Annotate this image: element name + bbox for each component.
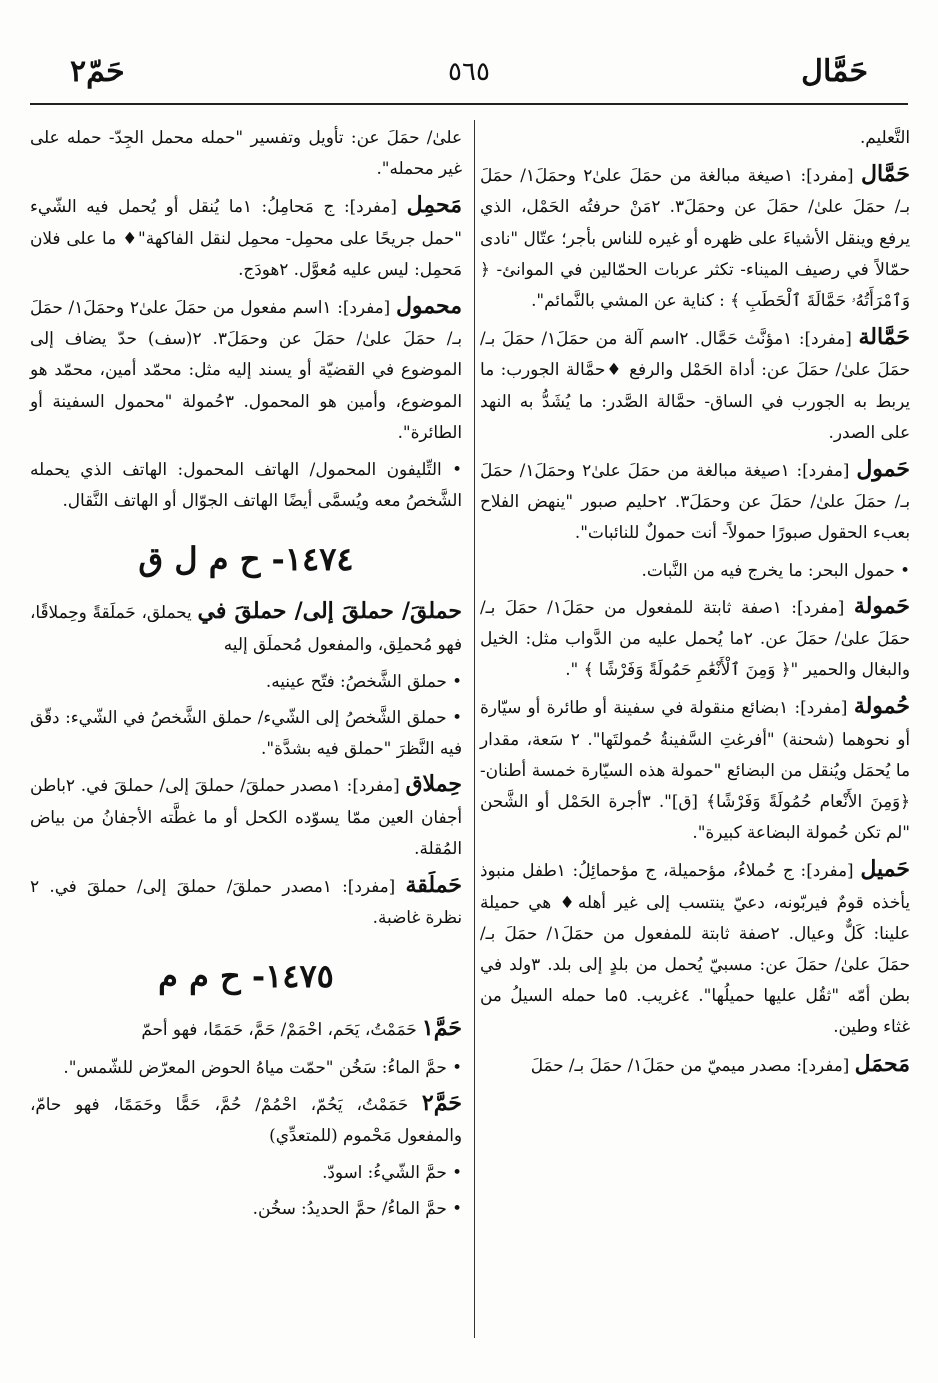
header-rule (30, 103, 908, 105)
entry-definition: ١مصدر حملقَ/ حملقَ إلى/ حملقَ في. ۲ نظرة غاضبة. (30, 876, 462, 928)
entry-definition: ١مصدر حملقَ/ حملقَ إلى/ حملقَ في. ۲باطن أجفان العين ممّا يسوّده الكحل أو ما غطَّته الأجفانُ من بياض المُقلة. (30, 775, 462, 858)
entry-part-of-speech: [مفرد]: (343, 196, 407, 217)
entry-headword: حَمَّال (860, 161, 910, 188)
entry-definition: ١اسم مفعول من حمَلَ علىٰ۲ وحمَلَ۱/ حمَلَ بـ/ حمَلَ علىٰ/ حمَلَ عن وحمَلَ۳. ۲(سف) حدّ يضاف إلى الموضوع في القضيّة أو يسند إليه مثل: محمّد أمين، محمّد هو الموضوع، وأمين هو المحمول. ۳حُمولة "محمول السفينة أو الطائرة". (30, 297, 463, 442)
entry-sub-sense: • حمَّ الشّيءُ: اسودّ. (322, 1162, 462, 1183)
entry-headword: مَحمِل (406, 192, 462, 219)
entry-headword: حَمَّ۲ (421, 1089, 462, 1116)
entry-definition: ج مَحامِلُ: ١ما يُنقل أو يُحمل فيه الشّيء "حمل جريحًا على محمِل- محمِل لنقل الفاكهة"♦ ما على فلان مَحمِل: ليس عليه مُعوَّل. ۲هودَج. (30, 196, 462, 279)
entry-part-of-speech: [مفرد]: (346, 775, 406, 796)
dictionary-entry (480, 322, 910, 448)
dictionary-entry (480, 1049, 910, 1081)
header-guide-word-left: حَمّ۲ (70, 54, 125, 89)
entry-part-of-speech: [مفرد]: (794, 697, 854, 718)
dictionary-entry (480, 454, 910, 549)
entry-definition: ١مؤنَّث حَمَّال. ۲اسم آلة من حمَلَ۱/ حمَلَ بـ/ حمَلَ علىٰ/ حمَلَ عن: أداة الحَمْل والرفع ♦حمَّالة الجورب: ما يربط به الجورب في الساق- حمَّالة الصَّدر: ما يُشَدُّ به النهد على الصدر. (480, 328, 910, 442)
page-number: ٥٦٥ (448, 57, 490, 87)
entry-definition: ١صيغة مبالغة من حمَلَ علىٰ۲ وحمَلَ۱/ حمَلَ بـ/ حمَلَ علىٰ/ حمَلَ عن وحمَلَ۳. ۲مَنْ حرفتُه الحَمْل، الذي يرفع وينقل الأشياءَ على ظهره أو غيره للناس بأجر؛ عتّال "نادى حمّالاً في رصيف الميناء- تكثر عربات الحمّالين في الموانئ- ﴿ وَٱمْرَأَتُهُۥ حَمَّالَةَ ٱلْحَطَبِ ﴾ : كناية عن المشي بالنَّمائم". (480, 165, 910, 311)
dictionary-entry (480, 591, 910, 686)
entry-part-of-speech: [مفرد]: (796, 1054, 855, 1075)
entry-part-of-speech: [مفرد]: (342, 876, 406, 897)
entry-headword: حُمولة (853, 693, 910, 720)
continued-text: التَّعليم. (859, 127, 910, 147)
entry-definition: ١صفة ثابتة للمفعول من حمَلَ۱/ حمَلَ بـ/ حمَلَ علىٰ/ حمَلَ عن. ۲ما يُحمل عليه من الدَّواب مثل: الخيل والبغال والحمير "﴿ وَمِنَ ٱلْأَنْعَٰمِ حَمُولَةً وَفَرْشًا ﴾ ". (480, 596, 910, 680)
dictionary-entry (30, 769, 462, 864)
entry-sub-sense: • حمول البحر: ما يخرج فيه من النَّبات. (641, 559, 910, 580)
entry-definition: ١صيغة مبالغة من حمَلَ علىٰ۲ وحمَلَ۱/ حمَلَ بـ/ حمَلَ علىٰ/ حمَلَ عن وحمَلَ۳. ۲حليم صبور "ينهض الفلاح بعبء الحقول صبورًا حمولاً- أنت حمولٌ للنائبات". (480, 460, 911, 543)
dictionary-entry (480, 854, 910, 1042)
dictionary-entry (30, 190, 462, 285)
entry-sub-sense: • حملق الشَّخصُ إلى الشّيء/ حملق الشَّخصُ في الشّيء: دقّق فيه النَّظرَ "حملق فيه بشدَّة". (30, 707, 462, 759)
entry-headword: حَمَّ۱ (421, 1015, 462, 1042)
continued-text: علىٰ/ حمَلَ عن: تأويل وتفسير "حمله محمل الجِدّ- حمله على غير محمله". (30, 127, 462, 179)
entry-definition: حَمَمْتُ، يَحُمّ، احْمُمْ/ حُمَّ، حَمًّا وحَمَمًا، فهو حامّ، والمفعول مَحْموم (للمتعدِّي) (30, 1093, 462, 1146)
entry-sub-sense: • حمَّ الماءُ: سَخُن "حمّت مياهُ الحوض المعرّض للشّمس". (63, 1056, 462, 1077)
entry-definition: يحملق، حَملَقةً وحِملاقًا، فهو مُحملِق، والمفعول مُحملَق إليه (30, 602, 462, 654)
dictionary-entry (30, 1088, 462, 1151)
entry-headword: مَحمَل (854, 1050, 910, 1077)
dictionary-entry (30, 870, 462, 933)
entry-headword: حَميل (860, 856, 910, 883)
column-divider (474, 120, 475, 1338)
entry-part-of-speech: [مفرد]: (800, 860, 861, 881)
dictionary-entry (30, 1013, 462, 1045)
entry-sub-sense: • التِّليفون المحمول/ الهاتف المحمول: الهاتف الذي يحمله الشَّخصُ معه ويُسمَّى أيضًا الهاتف الجوّال أو الهاتف النَّقال. (30, 459, 462, 511)
entry-headword: حِملاق (405, 771, 462, 798)
entry-headword: حَمَّالة (858, 324, 910, 351)
entry-part-of-speech: [مفرد]: (337, 297, 396, 318)
entry-sub-sense: • حملق الشَّخصُ: فتّح عينيه. (265, 670, 462, 691)
entry-sub-sense: • حمَّ الماءُ/ حمَّ الحديدُ: سخُن. (252, 1198, 462, 1219)
root-heading-1474: ١٤٧٤- ح م ل ق (138, 540, 354, 579)
header-guide-word-right: حَمَّال (801, 54, 868, 89)
entry-headword: حَمولة (853, 592, 911, 619)
entry-headword: حَملَقة (405, 872, 462, 899)
entry-definition: حَمَمْتُ، يَحَم، احْمَمْ/ حَمَّ، حَمَمًا، فهو أحمّ (141, 1019, 422, 1040)
entry-headword: حَمول (856, 456, 910, 483)
root-heading-1475: ١٤٧٥- ح م م (158, 957, 334, 996)
entry-part-of-speech: [مفرد]: (798, 328, 859, 349)
left-column (30, 122, 462, 1230)
dictionary-entry (480, 691, 910, 848)
entry-headword: محمول (395, 293, 462, 320)
entry-part-of-speech: [مفرد]: (796, 460, 857, 481)
entry-headword: حملقَ/ حملقَ إلى/ حملقَ في (197, 598, 462, 625)
entry-part-of-speech: [مفرد]: (791, 596, 854, 617)
dictionary-entry (30, 596, 462, 659)
entry-part-of-speech: [مفرد]: (800, 165, 861, 186)
dictionary-entry (30, 291, 462, 448)
entry-definition: ١بضائع منقولة في سفينة أو طائرة أو سيّارة أو نحوهما (شحنة) "أفرغتِ السَّفينةُ حُمولتَها". ۲ سَعة، مقدار ما يُحمَل ويُنقل من البضائع "حمولة هذه السيّارة خمسة أطنان- ﴿وَمِنَ الأَنْعام حُمُولَةً وَفَرْشًا﴾ [ق]". ۳أجرة الحَمْل أو الشَّحن "لم تكن حُمولة البضاعة كبيرة". (480, 697, 910, 843)
entry-definition: ج حُملاءُ، مؤحميلة، ج مؤحمائِلُ: ١طفل منبوذ يأخذه قومٌ فيربّونه، دعيّ ينتسب إلى غير أهله♦ هي حميلة علينا: كَلٌّ وعيال. ۲صفة ثابتة للمفعول من حمَلَ۱/ حمَلَ بـ/ حمَلَ علىٰ/ حمَلَ عن: مسبيّ يُحمل من بلدٍ إلى بلد. ۳ولد في بطن أمّه "ثقُل عليها حميلُها". ٤غريب. ٥ما حمله السيلُ من غثاء وطين. (480, 860, 910, 1037)
entry-definition: مصدر ميميّ من حمَلَ۱/ حمَلَ بـ/ حمَلَ (530, 1054, 797, 1075)
right-column (480, 122, 910, 1087)
dictionary-entry (480, 159, 910, 316)
